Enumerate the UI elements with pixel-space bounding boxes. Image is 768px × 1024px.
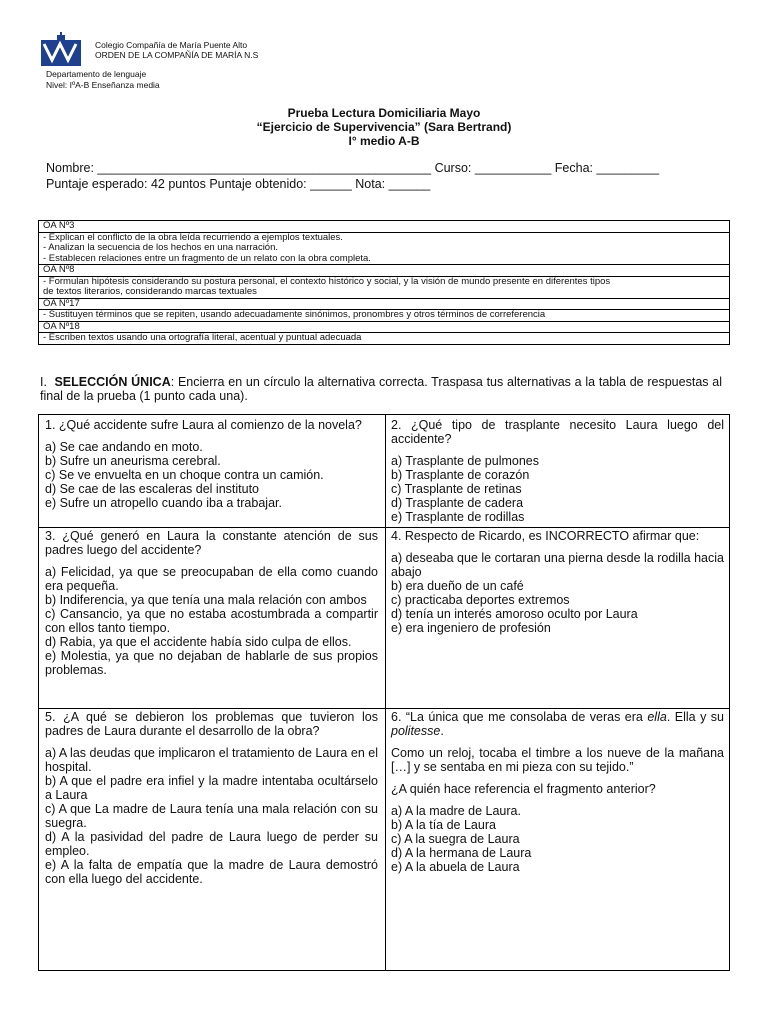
answer-option[interactable]: e) A la abuela de Laura xyxy=(391,860,520,874)
answer-option[interactable]: e) A la falta de empatía que la madre de Laura demostró con ella luego del accidente. xyxy=(45,858,378,886)
question-quote: Como un reloj, tocaba el timbre a los nueve de la mañana […] y se sentaba en mi pieza con su tejido.” xyxy=(391,746,724,774)
answer-option[interactable]: c) A que La madre de Laura tenía una mala relación con su suegra. xyxy=(45,802,378,830)
student-fields xyxy=(46,160,659,192)
selection-instructions xyxy=(40,375,722,403)
answer-option[interactable]: a) Se cae andando en moto. xyxy=(45,440,203,454)
oa-item: de textos literarios, considerando marcas textuales xyxy=(43,286,257,297)
question-stem: 5. ¿A qué se debieron los problemas que tuvieron los padres de Laura durante el desarrollo de la obra? xyxy=(45,710,378,738)
question-5 xyxy=(45,710,378,886)
name-course-date-line: Nombre: ________________________________________________ Curso: ___________ Fecha: _________ xyxy=(46,161,660,175)
order-name: ORDEN DE LA COMPAÑÍA DE MARÍA N.S xyxy=(95,50,259,60)
oa-item: - Formulan hipótesis considerando su postura personal, el contexto histórico y social, y la visión de mundo presente en diferentes tipos xyxy=(43,275,611,287)
question-stem: 2. ¿Qué tipo de trasplante necesito Laura luego del accidente? xyxy=(391,418,724,446)
oa-row xyxy=(39,232,730,265)
answer-option[interactable]: c) Se ve envuelta en un choque contra un camión. xyxy=(45,468,324,482)
oa-item: - Analizan la secuencia de los hechos en una narración. xyxy=(43,242,279,253)
answer-option[interactable]: b) Sufre un aneurisma cerebral. xyxy=(45,454,221,468)
answer-option[interactable]: e) Trasplante de rodillas xyxy=(391,510,525,524)
oa-row: OA Nº17 xyxy=(39,298,730,310)
oa-row: - Escriben textos usando una ortografía literal, acentual y puntual adecuada xyxy=(39,333,730,345)
school-name: Colegio Compañía de María Puente Alto xyxy=(95,40,248,50)
score-line: Puntaje esperado: 42 puntos Puntaje obtenido: ______ Nota: ______ xyxy=(46,177,431,191)
school-header xyxy=(95,40,258,60)
department-info xyxy=(46,69,160,91)
answer-option[interactable]: a) Felicidad, ya que se preocupaban de ella como cuando era pequeña. xyxy=(45,565,378,593)
section-number: I. xyxy=(40,375,47,389)
oa-item: - Explican el conflicto de la obra leída recurriendo a ejemplos textuales. xyxy=(43,231,343,243)
answer-option[interactable]: b) A la tía de Laura xyxy=(391,818,496,832)
department: Departamento de lenguaje xyxy=(46,69,147,79)
title-line-2: “Ejercicio de Supervivencia” (Sara Bertrand) xyxy=(256,120,512,134)
question-quote xyxy=(391,710,724,738)
question-stem: 1. ¿Qué accidente sufre Laura al comienzo de la novela? xyxy=(45,418,362,432)
question-stem: 4. Respecto de Ricardo, es INCORRECTO afirmar que: xyxy=(391,529,700,543)
quote-text: . xyxy=(440,724,444,738)
oa-item: - Establecen relaciones entre un fragmento de un relato con la obra completa. xyxy=(43,252,371,264)
answer-option[interactable]: e) Sufre un atropello cuando iba a trabajar. xyxy=(45,496,282,510)
answer-option[interactable]: a) deseaba que le cortaran una pierna desde la rodilla hacia abajo xyxy=(391,551,724,579)
answer-option[interactable]: e) Molestia, ya que no dejaban de hablarle de sus propios problemas. xyxy=(45,649,378,677)
question-stem: 3. ¿Qué generó en Laura la constante atención de sus padres luego del accidente? xyxy=(45,529,378,557)
answer-option[interactable]: d) A la pasividad del padre de Laura luego de perder su empleo. xyxy=(45,830,378,858)
quote-italic: ella xyxy=(647,710,667,724)
level: Nivel: IºA-B Enseñanza media xyxy=(46,80,160,90)
row-divider xyxy=(39,527,729,528)
title-line-3: I° medio A-B xyxy=(348,134,420,148)
test-title xyxy=(0,106,768,148)
oa-row: OA Nº3 xyxy=(39,221,730,233)
answer-option[interactable]: d) Rabia, ya que el accidente había sido culpa de ellos. xyxy=(45,635,352,649)
answer-option[interactable]: a) Trasplante de pulmones xyxy=(391,454,540,468)
oa-row xyxy=(39,276,730,298)
quote-italic: politesse xyxy=(391,724,441,738)
question-6 xyxy=(391,710,724,874)
oa-table xyxy=(38,220,730,345)
question-2 xyxy=(391,418,724,524)
answer-option[interactable]: c) practicaba deportes extremos xyxy=(391,593,570,607)
oa-row: OA Nº8 xyxy=(39,265,730,277)
answer-option[interactable]: a) A la madre de Laura. xyxy=(391,804,521,818)
answer-option[interactable]: a) A las deudas que implicaron el tratamiento de Laura en el hospital. xyxy=(45,746,378,774)
questions-grid xyxy=(38,414,730,971)
question-4 xyxy=(391,529,724,635)
question-3 xyxy=(45,529,378,677)
answer-option[interactable]: c) Cansancio, ya que no estaba acostumbrada a compartir con ellos tanto tiempo. xyxy=(45,607,378,635)
answer-option[interactable]: d) Se cae de las escaleras del instituto xyxy=(45,482,260,496)
answer-option[interactable]: e) era ingeniero de profesión xyxy=(391,621,551,635)
oa-row: - Sustituyen términos que se repiten, usando adecuadamente sinónimos, pronombres y otros términos de correferencia xyxy=(39,310,730,322)
oa-row: OA Nº18 xyxy=(39,321,730,333)
question-1 xyxy=(45,418,378,510)
answer-option[interactable]: b) era dueño de un café xyxy=(391,579,524,593)
quote-text: 6. “La única que me consolaba de veras era xyxy=(391,710,648,724)
answer-option[interactable]: d) Trasplante de cadera xyxy=(391,496,524,510)
answer-option[interactable]: c) A la suegra de Laura xyxy=(391,832,520,846)
answer-option[interactable]: b) Trasplante de corazón xyxy=(391,468,530,482)
answer-option[interactable]: d) A la hermana de Laura xyxy=(391,846,532,860)
question-stem: ¿A quién hace referencia el fragmento anterior? xyxy=(391,782,656,796)
answer-option[interactable]: b) Indiferencia, ya que tenía una mala relación con ambos xyxy=(45,593,367,607)
title-line-1: Prueba Lectura Domiciliaria Mayo xyxy=(287,106,481,120)
row-divider xyxy=(39,708,729,709)
section-instructions: : Encierra en un círculo la alternativa correcta. Traspasa tus alternativas a la tabla de respuestas al final de la prueba (1 punto cada una). xyxy=(40,375,722,403)
answer-option[interactable]: d) tenía un interés amoroso oculto por Laura xyxy=(391,607,638,621)
section-title: SELECCIÓN ÚNICA xyxy=(54,375,171,389)
column-divider xyxy=(385,415,386,970)
answer-option[interactable]: b) A que el padre era infiel y la madre intentaba ocultárselo a Laura xyxy=(45,774,378,802)
answer-option[interactable]: c) Trasplante de retinas xyxy=(391,482,522,496)
school-logo-icon xyxy=(40,32,82,68)
quote-text: . Ella y su xyxy=(666,710,724,724)
